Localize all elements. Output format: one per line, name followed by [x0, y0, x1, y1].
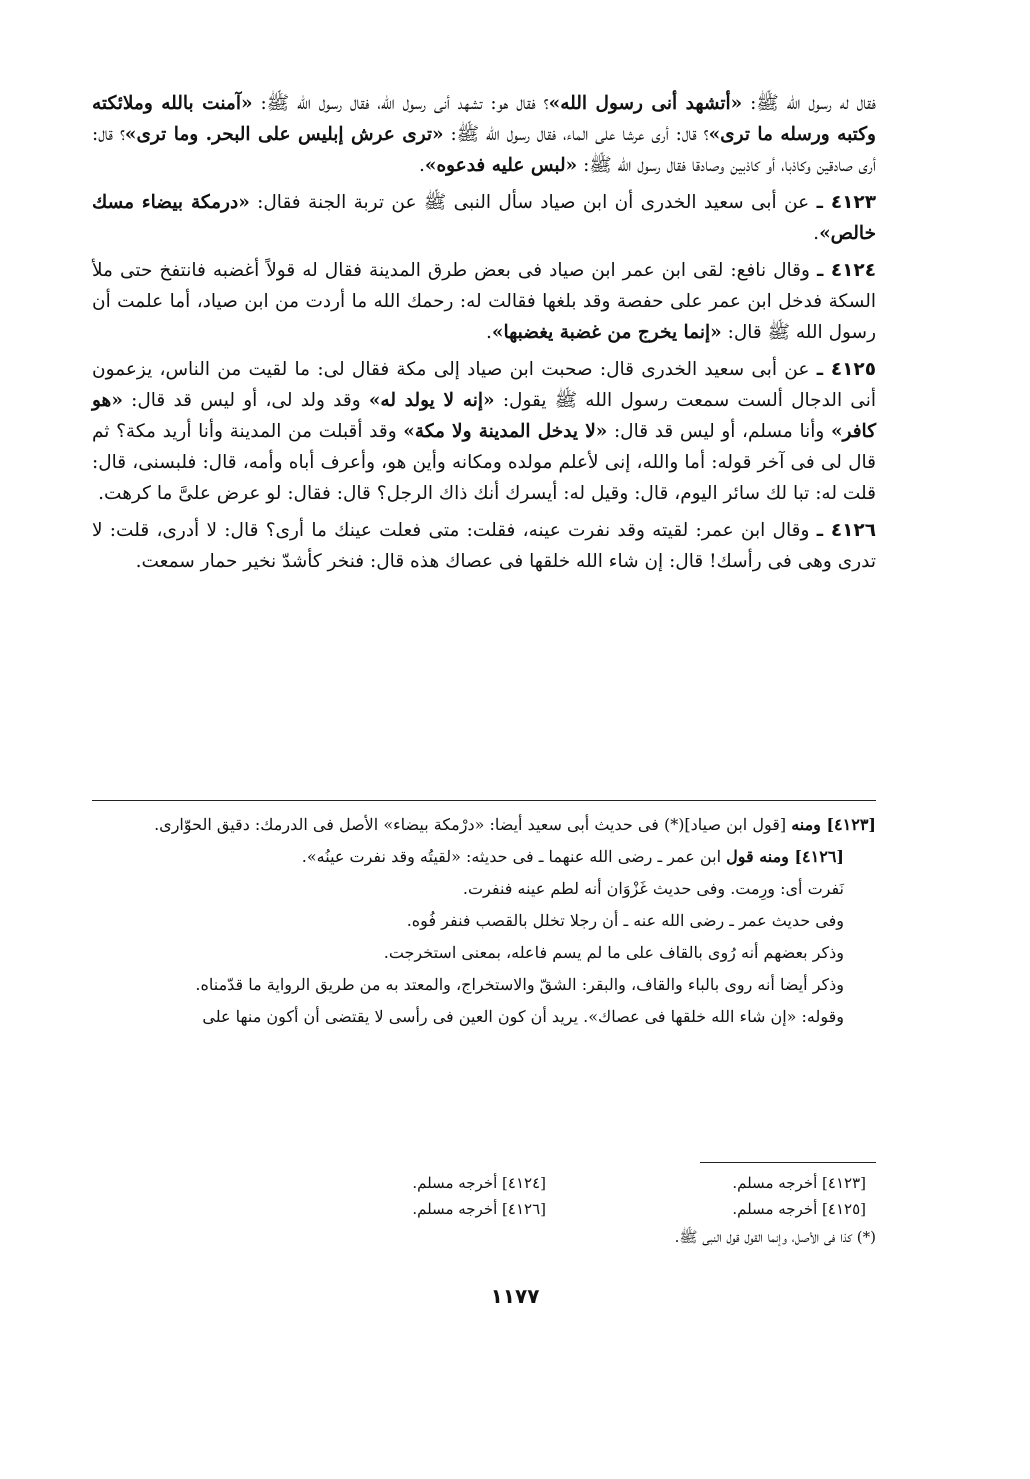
hadith-number: ٤١٢٣ ـ [816, 192, 877, 213]
note-reference: [٤١٢٣] ومنه [791, 815, 876, 834]
text-run: وقد أقبلت من المدينة وأنا أريد مكة؟ ثم قال لى فى آخر قوله: أما والله، إنى لأعلم مولده ومكانه وأين هو، وأعرف أباه وأمه، قال: فلبسنى، قال: قلت له: تبا لك سائر اليوم، قال: وقيل له: أيسرك أنك ذاك الرجل؟ قال: فقال: لو عرض علىَّ ما كرهت. [92, 421, 876, 504]
text-run: وقد ولد لى، أو ليس قد قال: [122, 390, 369, 411]
hadith-quote: «أتشهد أنى رسول الله» [548, 93, 743, 114]
footnote-row [92, 1170, 876, 1196]
hadith-quote: «إنما يخرج من غضبة يغضبها» [491, 322, 722, 343]
text-run: عن أبى سعيد الخدرى قال: صحبت ابن صياد إلى مكة فقال لى: ما لقيت من الناس، يزعمون أنى الدجال ألست سمعت رسول الله ﷺ يقول: [92, 359, 876, 411]
note-line: وقوله: «إن شاء الله خلقها فى عصاك». يريد أن كون العين فى رأسى لا يقتضى أن أكون منها على [202, 1007, 844, 1026]
text-run: وقال ابن عمر: لقيته وقد نفرت عينه، فقلت: متى فعلت عينك ما أرى؟ قال: لا أدرى، قلت: لا تدرى وهى فى رأسك! قال: إن شاء الله خلقها فى عصاك هذه قال: فنخر كأشدّ نخير حمار سمعت. [92, 520, 876, 572]
commentary-notes [92, 810, 876, 1034]
hadith-quote: «هو كافر» [92, 390, 876, 442]
text-run: فقال له رسول الله ﷺ: [742, 93, 876, 114]
note-text: [قول ابن صياد](*) فى حديث أبى سعيد أيضا: «درْمكة بيضاء» الأصل فى الدرمك: دقيق الحوّارى. [154, 815, 792, 834]
hadith-number: ٤١٢٤ ـ [816, 260, 877, 281]
section-divider [92, 800, 876, 801]
note-text: ابن عمر ـ رضى الله عنهما ـ فى حديثه: «لقيتُه وقد نفرت عينُه». [301, 847, 727, 866]
text-run: . [418, 155, 425, 176]
hadith-4126 [92, 515, 876, 577]
footnote-4123: [٤١٢٣] أخرجه مسلم. [732, 1174, 866, 1192]
text-run: وقال نافع: لقى ابن عمر ابن صياد فى بعض طرق المدينة فقال له قولاً أغضبه فانتفخ حتى ملأ السكة فدخل ابن عمر على حفصة وقد بلغها فقالت له: رحمك الله ما أردت من ابن صياد، أما علمت أن رسول الله ﷺ قال: [92, 260, 876, 343]
hadith-number: ٤١٢٦ ـ [816, 520, 877, 541]
footnote-4126: [٤١٢٦] أخرجه مسلم. [412, 1200, 546, 1218]
note-line: نَفرت أى: ورِمت. وفى حديث غَزْوَان أنه لطم عينه فنفرت. [462, 879, 844, 898]
footnote-4124: [٤١٢٤] أخرجه مسلم. [412, 1174, 546, 1192]
hadith-quote: «إنه لا يولد له» [368, 390, 495, 411]
hadith-quote: «درمكة بيضاء مسك خالص» [92, 192, 876, 244]
hadith-4125 [92, 354, 876, 509]
text-run: ؟ قال: أرى عرشا على الماء، فقال رسول الله ﷺ: [443, 124, 709, 145]
footnote-row [92, 1196, 876, 1222]
text-run: . [813, 223, 820, 244]
hadith-4124 [92, 255, 876, 348]
footnotes [92, 1170, 876, 1250]
footnote-asterisk: (*) كذا فى الأصل، وإنما القول قول النبى ﷺ. [674, 1228, 876, 1246]
text-run: عن أبى سعيد الخدرى أن ابن صياد سأل النبى ﷺ عن تربة الجنة فقال: [249, 192, 817, 213]
hadith-4123 [92, 187, 876, 249]
hadith-quote: «لا يدخل المدينة ولا مكة» [403, 421, 608, 442]
text-run: ؟ قال: أرى صادقين وكاذبا، أو كاذبين وصادقا فقال رسول الله ﷺ: [92, 124, 876, 176]
note-4126 [92, 842, 876, 872]
text-run: وأنا مسلم، أو ليس قد قال: [607, 421, 831, 442]
hadith-quote: «آمنت بالله وملائكته وكتبه ورسله ما ترى» [92, 93, 876, 145]
footnote-4125: [٤١٢٥] أخرجه مسلم. [732, 1200, 866, 1218]
note-line: وذكر أيضا أنه روى بالباء والقاف، والبقر: الشقّ والاستخراج، والمعتد به من طريق الرواية ما قدّمناه. [195, 975, 844, 994]
hadith-quote: «لبس عليه فدعوه» [424, 155, 578, 176]
note-line: وذكر بعضهم أنه رُوى بالقاف على ما لم يسم فاعله، بمعنى استخرجت. [383, 943, 844, 962]
paragraph-continuation [92, 88, 876, 181]
page-number: ١١٧٧ [490, 1284, 540, 1308]
main-text [92, 88, 876, 583]
note-4123 [92, 810, 876, 840]
hadith-quote: «ترى عرش إبليس على البحر. وما ترى» [124, 124, 444, 145]
footnote-divider [700, 1162, 876, 1163]
text-run: ؟ فقال هو: تشهد أنى رسول الله، فقال رسول الله ﷺ: [252, 93, 549, 114]
note-reference: [٤١٢٦] ومنه قول [726, 847, 844, 866]
hadith-number: ٤١٢٥ ـ [816, 359, 876, 380]
note-line: وفى حديث عمر ـ رضى الله عنه ـ أن رجلا تخلل بالقصب فنفر فُوه. [406, 911, 844, 930]
text-run: . [486, 322, 492, 343]
